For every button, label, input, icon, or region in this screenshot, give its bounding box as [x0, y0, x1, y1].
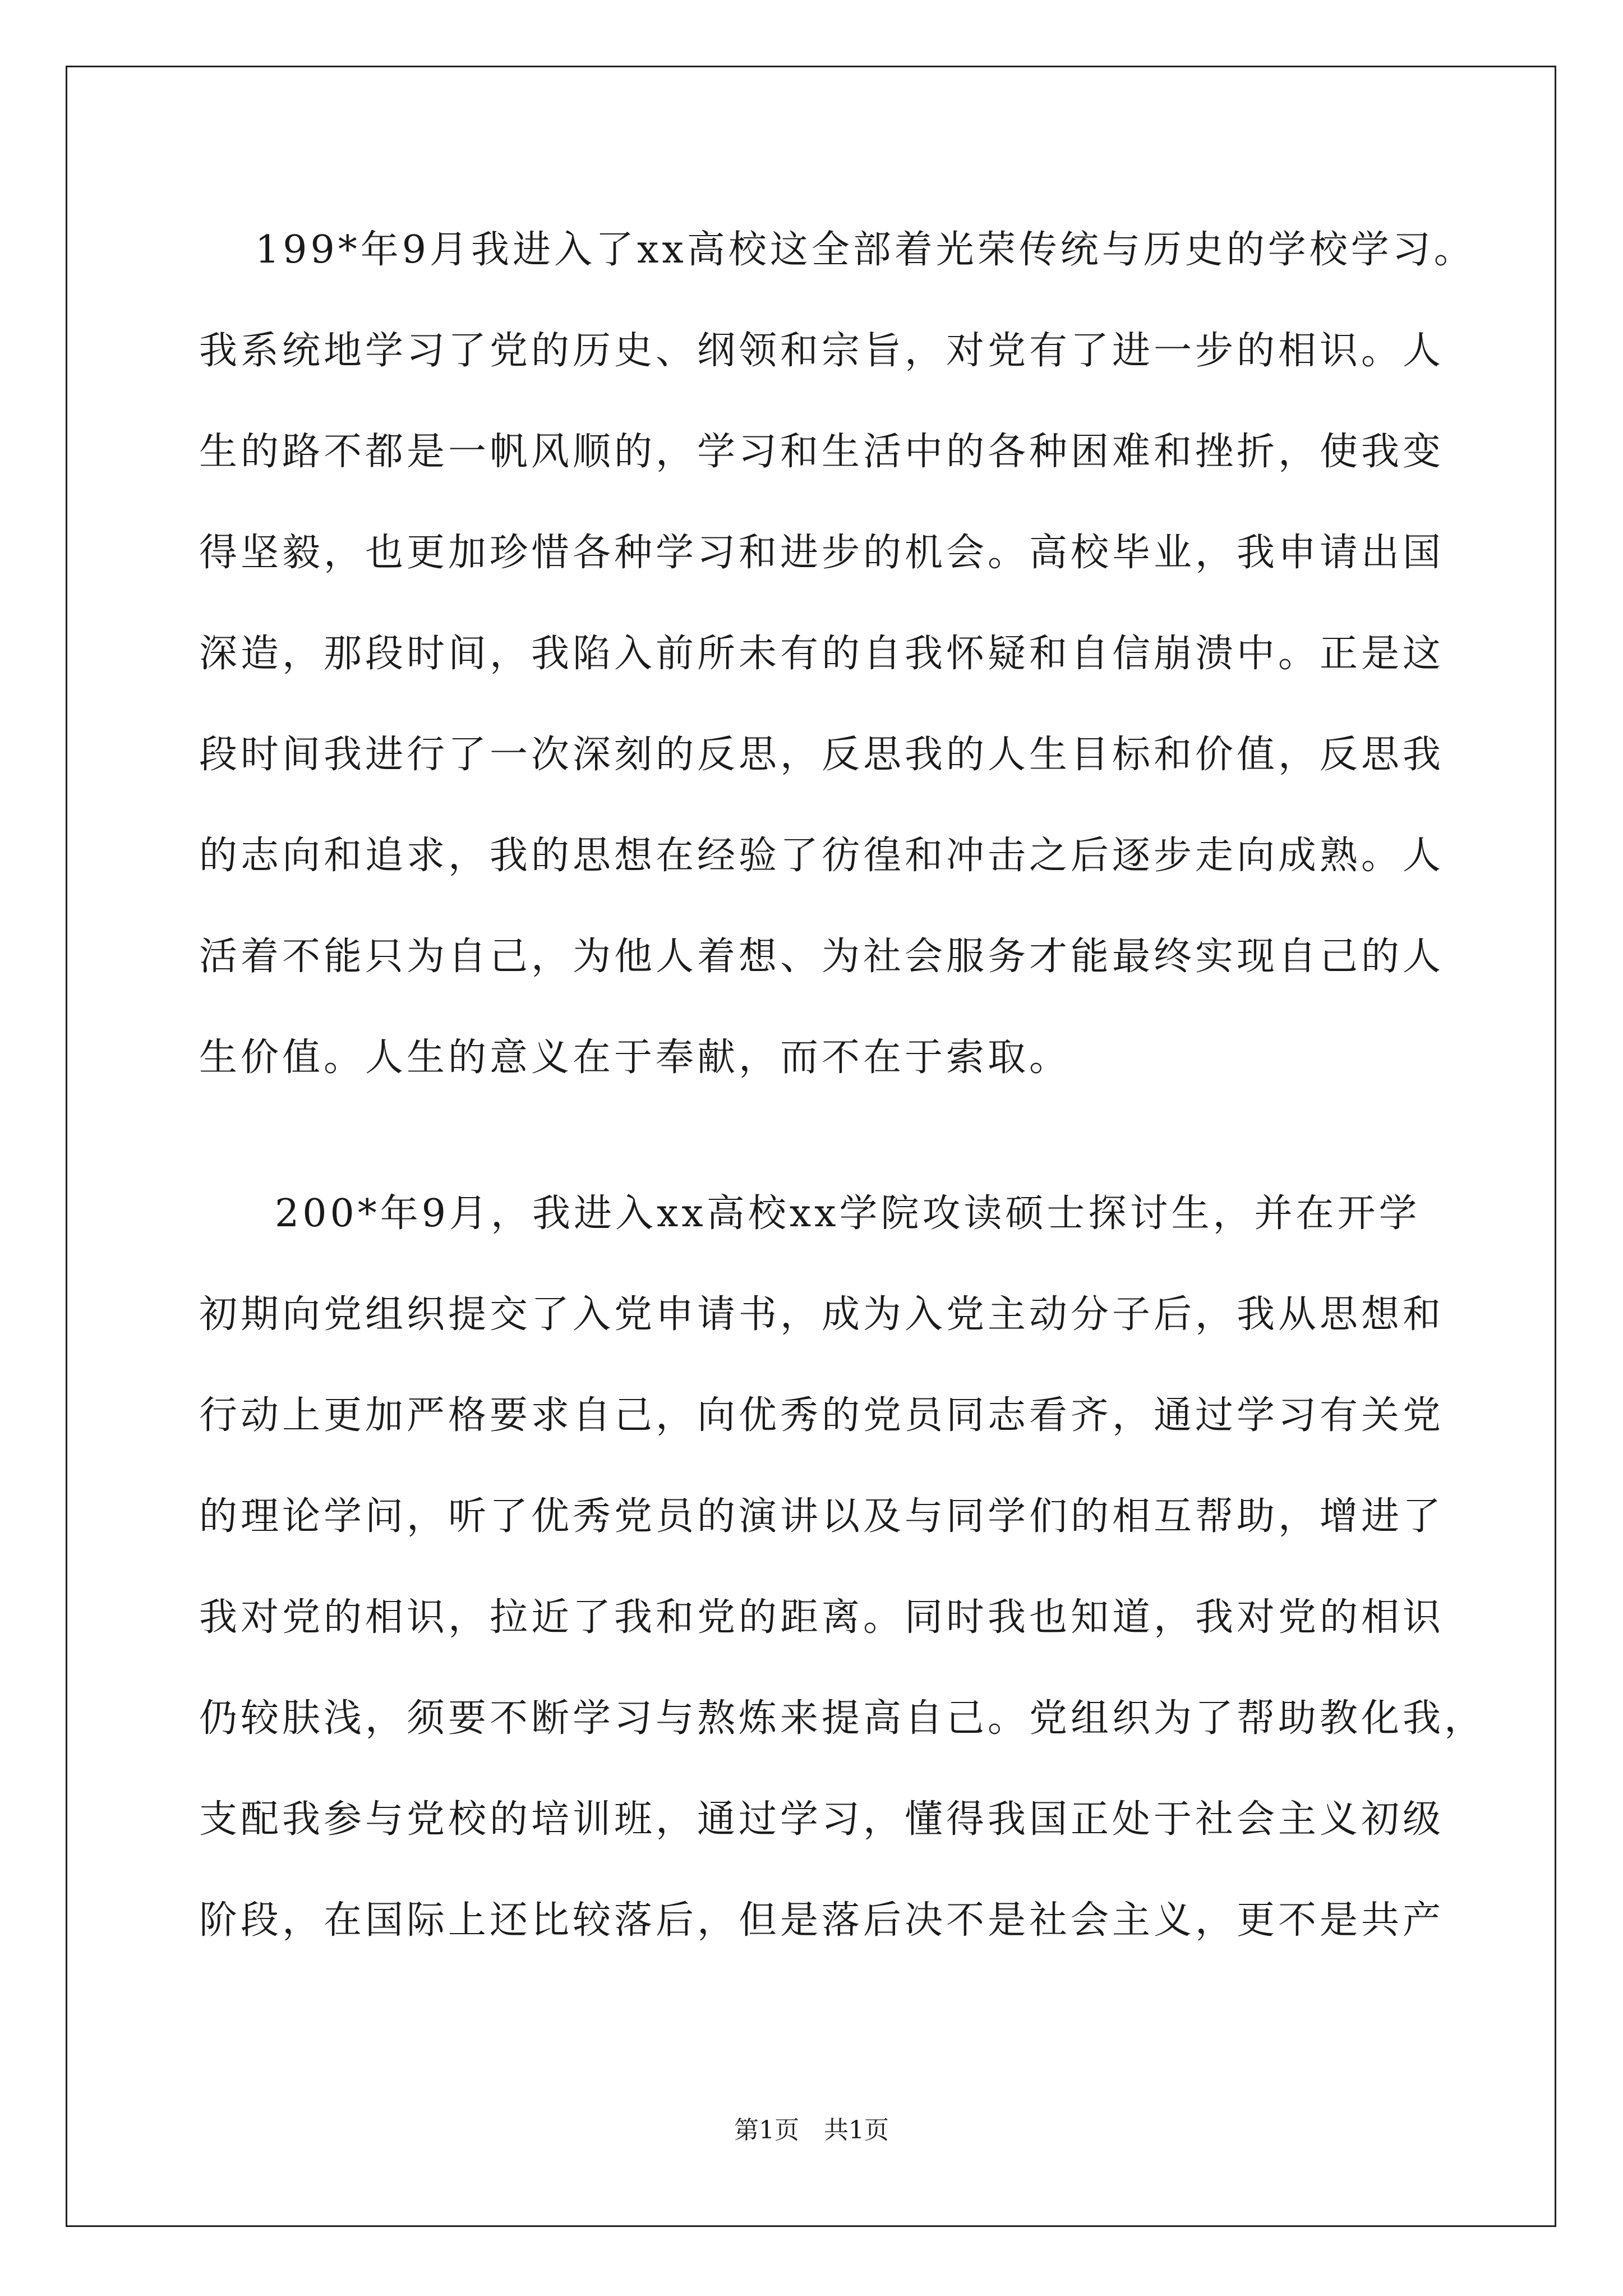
paragraph-1-line-3: 生的路不都是一帆风顺的，学习和生活中的各种困难和挫折，使我变 [199, 430, 1445, 474]
paragraph-1-line-6: 段时间我进行了一次深刻的反思，反思我的人生目标和价值，反思我 [199, 733, 1445, 777]
paragraph-2-line-4: 的理论学问，听了优秀党员的演讲以及与同学们的相互帮助，增进了 [199, 1494, 1445, 1539]
paragraph-1-line-1: 199*年9月我进入了xx高校这全部着光荣传统与历史的学校学习。 [255, 228, 1476, 272]
paragraph-1-line-5: 深造，那段时间，我陷入前所未有的自我怀疑和自信崩溃中。正是这 [199, 632, 1445, 676]
paragraph-1-line-8: 活着不能只为自己，为他人着想、为社会服务才能最终实现自己的人 [199, 935, 1445, 979]
paragraph-1-line-9: 生价值。人生的意义在于奉献，而不在于索取。 [199, 1036, 1071, 1080]
paragraph-2-line-5: 我对党的相识，拉近了我和党的距离。同时我也知道，我对党的相识 [199, 1595, 1445, 1640]
paragraph-2-line-1: 200*年9月，我进入xx高校xx学院攻读硕士探讨生，并在开学 [275, 1191, 1421, 1236]
paragraph-1-line-7: 的志向和追求，我的思想在经验了彷徨和冲击之后逐步走向成熟。人 [199, 834, 1445, 878]
paragraph-2-line-6: 仍较肤浅，须要不断学习与熬炼来提高自己。党组织为了帮助教化我， [199, 1696, 1486, 1741]
paragraph-1-line-4: 得坚毅，也更加珍惜各种学习和进步的机会。高校毕业，我申请出国 [199, 531, 1445, 575]
paragraph-2-line-2: 初期向党组织提交了入党申请书，成为入党主动分子后，我从思想和 [199, 1292, 1445, 1337]
paragraph-1-line-2: 我系统地学习了党的历史、纲领和宗旨，对党有了进一步的相识。人 [199, 329, 1445, 373]
paragraph-2-line-3: 行动上更加严格要求自己，向优秀的党员同志看齐，通过学习有关党 [199, 1393, 1445, 1438]
paragraph-2-line-7: 支配我参与党校的培训班，通过学习，懂得我国正处于社会主义初级 [199, 1797, 1445, 1842]
paragraph-2-line-8: 阶段，在国际上还比较落后，但是落后决不是社会主义，更不是共产 [199, 1898, 1445, 1943]
page-footer: 第1页 共1页 [734, 2116, 889, 2145]
